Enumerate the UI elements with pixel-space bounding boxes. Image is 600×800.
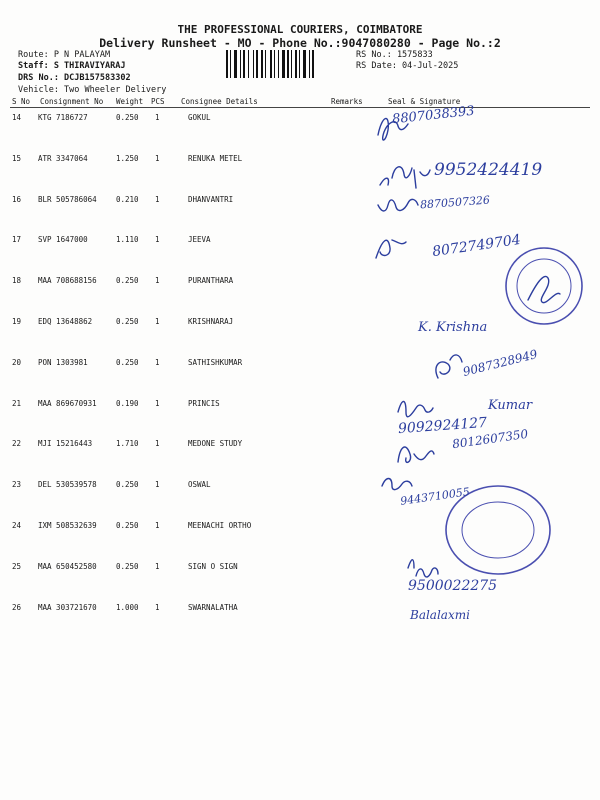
row-sno: 19 bbox=[12, 317, 22, 326]
row-consignee: KRISHNARAJ bbox=[188, 317, 234, 326]
seal-stamp-inner bbox=[517, 259, 571, 313]
row-consignee: PURANTHARA bbox=[188, 276, 234, 285]
row-sno: 25 bbox=[12, 562, 22, 571]
handwritten-number: 9092924127 bbox=[397, 414, 488, 438]
handwritten-name: Balalaxmi bbox=[410, 608, 470, 622]
row-consignee: OSWAL bbox=[188, 480, 211, 489]
row-consignment-no: MAA 650452580 bbox=[38, 562, 97, 571]
row-weight: 0.250 bbox=[116, 521, 139, 530]
row-consignment-no: ATR 3347064 bbox=[38, 154, 88, 163]
row-sno: 14 bbox=[12, 113, 22, 122]
row-consignment-no: MAA 303721670 bbox=[38, 603, 97, 612]
row-sno: 17 bbox=[12, 235, 22, 244]
runsheet-subtitle: Delivery Runsheet - MO - Phone No.:9047080280 - Page No.:2 bbox=[99, 36, 501, 50]
vehicle-label: Vehicle: Two Wheeler Delivery bbox=[18, 85, 167, 95]
handwritten-number: 8072749704 bbox=[431, 231, 522, 261]
col-header-remarks: Remarks bbox=[331, 97, 363, 106]
handwritten-number: 9952424419 bbox=[434, 160, 543, 180]
col-header-signature: Seal & Signature bbox=[388, 97, 461, 106]
row-consignee: MEENACHI ORTHO bbox=[188, 521, 252, 530]
row-pcs: 1 bbox=[155, 113, 160, 122]
row-pcs: 1 bbox=[155, 439, 160, 448]
row-pcs: 1 bbox=[155, 154, 160, 163]
row-consignment-no: PON 1303981 bbox=[38, 358, 88, 367]
row-weight: 0.250 bbox=[116, 276, 139, 285]
row-weight: 1.250 bbox=[116, 154, 139, 163]
row-weight: 0.250 bbox=[116, 358, 139, 367]
signature-scribble bbox=[378, 199, 418, 211]
row-weight: 1.710 bbox=[116, 439, 139, 448]
col-header-consignment: Consignment No bbox=[40, 97, 104, 106]
route-label: Route: P N PALAYAM bbox=[18, 50, 111, 60]
row-sno: 24 bbox=[12, 521, 22, 530]
handwritten-number: 9443710055 bbox=[399, 485, 471, 508]
row-consignee: RENUKA METEL bbox=[188, 154, 243, 163]
row-sno: 21 bbox=[12, 399, 22, 408]
signature-scribble bbox=[528, 276, 560, 302]
row-pcs: 1 bbox=[155, 603, 160, 612]
row-pcs: 1 bbox=[155, 317, 160, 326]
row-consignee: DHANVANTRI bbox=[188, 195, 234, 204]
row-sno: 22 bbox=[12, 439, 22, 448]
col-header-consignee: Consignee Details bbox=[181, 97, 258, 106]
row-pcs: 1 bbox=[155, 276, 160, 285]
row-pcs: 1 bbox=[155, 195, 160, 204]
rs-date-label: RS Date: 04-Jul-2025 bbox=[356, 61, 459, 71]
row-consignment-no: SVP 1647000 bbox=[38, 235, 88, 244]
seal-stamp-inner bbox=[462, 502, 534, 558]
col-header-sno: S No bbox=[12, 97, 31, 106]
row-pcs: 1 bbox=[155, 235, 160, 244]
signature-scribble bbox=[408, 560, 438, 577]
row-consignee: SWARNALATHA bbox=[188, 603, 238, 612]
row-consignment-no: BLR 505786064 bbox=[38, 195, 97, 204]
row-pcs: 1 bbox=[155, 480, 160, 489]
row-sno: 23 bbox=[12, 480, 22, 489]
company-title: THE PROFESSIONAL COURIERS, COIMBATORE bbox=[177, 23, 423, 36]
staff-label: Staff: S THIRAVIYARAJ bbox=[18, 61, 126, 71]
row-pcs: 1 bbox=[155, 562, 160, 571]
row-sno: 15 bbox=[12, 154, 22, 163]
row-sno: 18 bbox=[12, 276, 22, 285]
col-header-weight: Weight bbox=[116, 97, 144, 106]
handwritten-number: 9500022275 bbox=[408, 578, 498, 594]
handwritten-name: Kumar bbox=[488, 398, 533, 413]
signature-scribble bbox=[380, 167, 430, 188]
row-consignment-no: KTG 7186727 bbox=[38, 113, 88, 122]
row-consignment-no: MAA 869670931 bbox=[38, 399, 97, 408]
row-weight: 0.250 bbox=[116, 562, 139, 571]
row-consignment-no: DEL 530539578 bbox=[38, 480, 97, 489]
row-consignment-no: EDQ 13648862 bbox=[38, 317, 93, 326]
row-consignment-no: MAA 708688156 bbox=[38, 276, 97, 285]
row-consignee: PRINCIS bbox=[188, 399, 220, 408]
drs-label: DRS No.: DCJB157583302 bbox=[18, 73, 131, 83]
signature-scribble bbox=[436, 355, 462, 378]
col-header-pcs: PCS bbox=[151, 97, 165, 106]
row-consignee: JEEVA bbox=[188, 235, 211, 244]
row-weight: 1.000 bbox=[116, 603, 139, 612]
handwritten-number: 8012607350 bbox=[451, 426, 529, 452]
signature-scribble bbox=[376, 240, 406, 258]
row-sno: 20 bbox=[12, 358, 22, 367]
signature-scribble bbox=[398, 402, 433, 417]
row-consignee: MEDONE STUDY bbox=[188, 439, 243, 448]
row-weight: 0.250 bbox=[116, 317, 139, 326]
row-weight: 0.190 bbox=[116, 399, 139, 408]
row-weight: 1.110 bbox=[116, 235, 139, 244]
handwritten-number: 8870507326 bbox=[419, 193, 491, 212]
handwritten-number: 8807038393 bbox=[391, 103, 476, 128]
handwritten-name: K. Krishna bbox=[418, 320, 488, 335]
row-weight: 0.250 bbox=[116, 480, 139, 489]
row-sno: 26 bbox=[12, 603, 22, 612]
row-consignee: SATHISHKUMAR bbox=[188, 358, 243, 367]
signature-scribble bbox=[382, 479, 412, 490]
row-pcs: 1 bbox=[155, 399, 160, 408]
rs-no-label: RS No.: 1575833 bbox=[356, 50, 433, 60]
row-weight: 0.210 bbox=[116, 195, 139, 204]
row-consignee: SIGN O SIGN bbox=[188, 562, 238, 571]
row-pcs: 1 bbox=[155, 358, 160, 367]
row-sno: 16 bbox=[12, 195, 22, 204]
row-consignment-no: MJI 15216443 bbox=[38, 439, 93, 448]
row-pcs: 1 bbox=[155, 521, 160, 530]
row-consignee: GOKUL bbox=[188, 113, 211, 122]
row-weight: 0.250 bbox=[116, 113, 139, 122]
signature-scribble bbox=[398, 447, 434, 462]
row-consignment-no: IXM 508532639 bbox=[38, 521, 97, 530]
handwritten-number: 9087328949 bbox=[461, 346, 539, 380]
